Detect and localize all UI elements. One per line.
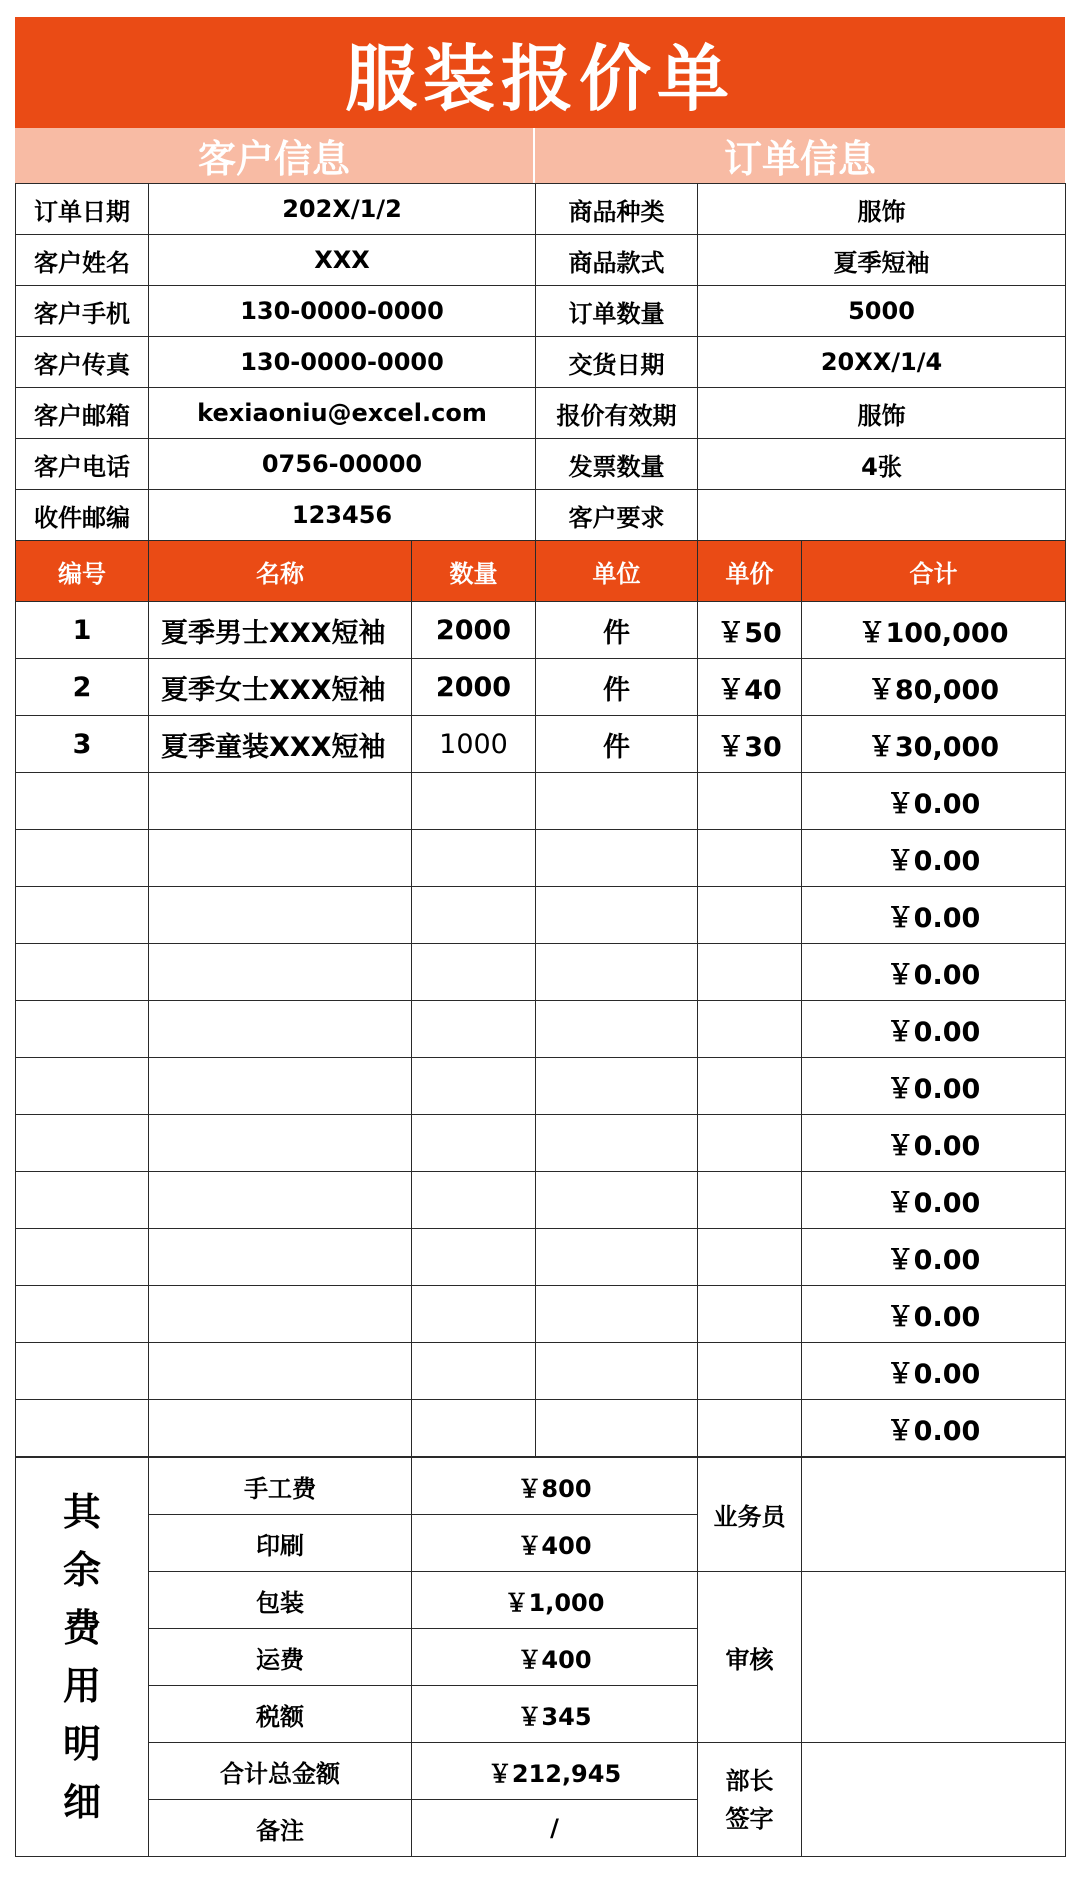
item-number <box>16 887 149 944</box>
item-quantity <box>412 1172 536 1229</box>
fee-label: 税额 <box>149 1686 412 1743</box>
info-row <box>16 439 1066 490</box>
info-label: 客户邮箱 <box>16 388 149 439</box>
item-unit-price <box>698 944 802 1001</box>
header-quantity: 数量 <box>412 541 536 602</box>
info-row <box>16 184 1066 235</box>
fee-value: ￥400 <box>412 1629 698 1686</box>
item-quantity <box>412 1115 536 1172</box>
item-total: ￥0.00 <box>802 944 1066 1001</box>
info-label: 报价有效期 <box>536 388 698 439</box>
item-quantity <box>412 1001 536 1058</box>
item-number <box>16 830 149 887</box>
item-unit: 件 <box>536 602 698 659</box>
item-number <box>16 1001 149 1058</box>
item-unit <box>536 1115 698 1172</box>
item-quantity <box>412 1229 536 1286</box>
item-row <box>16 773 1066 830</box>
item-total: ￥0.00 <box>802 1286 1066 1343</box>
grand-total-label: 合计总金额 <box>149 1743 412 1800</box>
header-total: 合计 <box>802 541 1066 602</box>
item-total: ￥0.00 <box>802 1001 1066 1058</box>
item-number <box>16 1286 149 1343</box>
info-row <box>16 388 1066 439</box>
item-unit <box>536 830 698 887</box>
item-unit-price: ￥50 <box>698 602 802 659</box>
item-unit-price <box>698 1001 802 1058</box>
item-total: ￥0.00 <box>802 1343 1066 1400</box>
extra-fees-vertical-label <box>16 1483 148 1831</box>
fee-label: 印刷 <box>149 1515 412 1572</box>
item-number: 3 <box>16 716 149 773</box>
info-label: 客户传真 <box>16 337 149 388</box>
item-number <box>16 1343 149 1400</box>
info-value: 130-0000-0000 <box>149 337 536 388</box>
info-value: 202X/1/2 <box>149 184 536 235</box>
item-unit-price <box>698 1229 802 1286</box>
item-name <box>149 773 412 830</box>
item-row <box>16 944 1066 1001</box>
item-quantity <box>412 1286 536 1343</box>
info-value: 夏季短袖 <box>698 235 1066 286</box>
item-name: 夏季男士XXX短袖 <box>149 602 412 659</box>
item-row <box>16 1001 1066 1058</box>
remark-value: / <box>412 1800 698 1857</box>
info-value: 服饰 <box>698 184 1066 235</box>
item-quantity <box>412 773 536 830</box>
info-label: 订单数量 <box>536 286 698 337</box>
customer-info-header: 客户信息 <box>15 128 535 183</box>
item-quantity <box>412 944 536 1001</box>
info-value <box>698 490 1066 541</box>
item-name <box>149 887 412 944</box>
fee-value: ￥400 <box>412 1515 698 1572</box>
item-total: ￥0.00 <box>802 1229 1066 1286</box>
item-unit-price: ￥30 <box>698 716 802 773</box>
item-quantity: 2000 <box>412 602 536 659</box>
item-unit-price <box>698 887 802 944</box>
items-header-row <box>16 541 1066 602</box>
vertical-label-char: 明 <box>62 1722 101 1766</box>
director-sign-text <box>698 1762 801 1838</box>
item-name <box>149 1400 412 1457</box>
item-total: ￥0.00 <box>802 830 1066 887</box>
item-name <box>149 1286 412 1343</box>
review-signature-cell[interactable] <box>802 1572 1066 1743</box>
item-row <box>16 830 1066 887</box>
item-total: ￥0.00 <box>802 887 1066 944</box>
item-row <box>16 1172 1066 1229</box>
item-quantity: 2000 <box>412 659 536 716</box>
info-label: 收件邮编 <box>16 490 149 541</box>
item-name <box>149 1343 412 1400</box>
item-total: ￥100,000 <box>802 602 1066 659</box>
info-row <box>16 286 1066 337</box>
fee-value: ￥1,000 <box>412 1572 698 1629</box>
header-name: 名称 <box>149 541 412 602</box>
item-name <box>149 1058 412 1115</box>
info-label: 交货日期 <box>536 337 698 388</box>
info-value: 130-0000-0000 <box>149 286 536 337</box>
salesperson-signature-cell[interactable] <box>802 1458 1066 1572</box>
item-number <box>16 1172 149 1229</box>
item-number <box>16 944 149 1001</box>
extra-row <box>16 1458 1066 1515</box>
info-label: 发票数量 <box>536 439 698 490</box>
info-row <box>16 235 1066 286</box>
item-name: 夏季女士XXX短袖 <box>149 659 412 716</box>
info-label: 客户手机 <box>16 286 149 337</box>
item-row <box>16 887 1066 944</box>
fee-label: 包装 <box>149 1572 412 1629</box>
vertical-label-char: 其 <box>62 1490 101 1534</box>
order-info-header: 订单信息 <box>723 137 876 181</box>
sign-label-line: 部长 <box>725 1766 774 1795</box>
remark-label: 备注 <box>149 1800 412 1857</box>
item-name <box>149 1001 412 1058</box>
info-label: 订单日期 <box>16 184 149 235</box>
item-quantity <box>412 830 536 887</box>
item-unit <box>536 1400 698 1457</box>
item-total: ￥0.00 <box>802 773 1066 830</box>
item-unit-price <box>698 830 802 887</box>
item-number <box>16 1058 149 1115</box>
fee-label: 手工费 <box>149 1458 412 1515</box>
item-row <box>16 1400 1066 1457</box>
quotation-sheet <box>15 17 1065 1857</box>
item-unit-price <box>698 1172 802 1229</box>
item-total: ￥80,000 <box>802 659 1066 716</box>
item-quantity: 1000 <box>412 716 536 773</box>
item-unit <box>536 1229 698 1286</box>
extra-row <box>16 1572 1066 1629</box>
item-quantity <box>412 1343 536 1400</box>
director-sign-label <box>698 1743 802 1857</box>
item-number <box>16 773 149 830</box>
item-total: ￥0.00 <box>802 1172 1066 1229</box>
item-unit: 件 <box>536 659 698 716</box>
item-quantity <box>412 1400 536 1457</box>
item-name <box>149 1115 412 1172</box>
item-number: 2 <box>16 659 149 716</box>
item-unit-price <box>698 773 802 830</box>
vertical-label-char: 费 <box>62 1606 101 1650</box>
info-value: 123456 <box>149 490 536 541</box>
item-name <box>149 944 412 1001</box>
info-label: 商品种类 <box>536 184 698 235</box>
items-table <box>15 541 1066 1457</box>
vertical-label-char: 用 <box>62 1664 101 1708</box>
vertical-label-char: 细 <box>62 1780 101 1824</box>
item-row <box>16 1229 1066 1286</box>
header-unit: 单位 <box>536 541 698 602</box>
item-unit-price <box>698 1286 802 1343</box>
salesperson-label: 业务员 <box>698 1458 802 1572</box>
item-unit <box>536 1058 698 1115</box>
item-number <box>16 1400 149 1457</box>
item-quantity <box>412 1058 536 1115</box>
item-unit <box>536 1172 698 1229</box>
item-unit <box>536 1286 698 1343</box>
header-number: 编号 <box>16 541 149 602</box>
document-title: 服装报价单 <box>15 17 1065 128</box>
grand-total-value: ￥212,945 <box>412 1743 698 1800</box>
item-name <box>149 1172 412 1229</box>
header-unit-price: 单价 <box>698 541 802 602</box>
info-value: 0756-00000 <box>149 439 536 490</box>
item-number: 1 <box>16 602 149 659</box>
item-row <box>16 602 1066 659</box>
item-row <box>16 659 1066 716</box>
item-unit-price <box>698 1400 802 1457</box>
info-row <box>16 490 1066 541</box>
item-row <box>16 1286 1066 1343</box>
extra-fees-table <box>15 1457 1066 1857</box>
director-signature-cell[interactable] <box>802 1743 1066 1857</box>
extra-row <box>16 1743 1066 1800</box>
item-number <box>16 1115 149 1172</box>
info-row <box>16 337 1066 388</box>
info-label: 客户电话 <box>16 439 149 490</box>
item-unit-price <box>698 1115 802 1172</box>
info-table <box>15 183 1066 541</box>
review-label: 审核 <box>698 1572 802 1743</box>
item-row <box>16 1115 1066 1172</box>
info-value: 20XX/1/4 <box>698 337 1066 388</box>
item-unit <box>536 1343 698 1400</box>
info-value: 服饰 <box>698 388 1066 439</box>
item-unit-price <box>698 1343 802 1400</box>
item-unit-price <box>698 1058 802 1115</box>
item-total: ￥30,000 <box>802 716 1066 773</box>
item-name: 夏季童装XXX短袖 <box>149 716 412 773</box>
section-headers <box>15 128 1065 183</box>
info-label: 商品款式 <box>536 235 698 286</box>
item-quantity <box>412 887 536 944</box>
sign-label-line: 签字 <box>725 1804 774 1833</box>
info-value: 5000 <box>698 286 1066 337</box>
item-name <box>149 830 412 887</box>
item-row <box>16 1343 1066 1400</box>
item-row <box>16 1058 1066 1115</box>
item-unit <box>536 773 698 830</box>
item-number <box>16 1229 149 1286</box>
item-total: ￥0.00 <box>802 1058 1066 1115</box>
info-value: 4张 <box>698 439 1066 490</box>
vertical-label-char: 余 <box>62 1548 101 1592</box>
item-unit <box>536 944 698 1001</box>
item-unit-price: ￥40 <box>698 659 802 716</box>
item-total: ￥0.00 <box>802 1400 1066 1457</box>
extra-fees-section-label <box>16 1458 149 1857</box>
item-unit <box>536 1001 698 1058</box>
item-row <box>16 716 1066 773</box>
item-total: ￥0.00 <box>802 1115 1066 1172</box>
info-label: 客户要求 <box>536 490 698 541</box>
info-value: kexiaoniu@excel.com <box>149 388 536 439</box>
fee-value: ￥345 <box>412 1686 698 1743</box>
info-value: XXX <box>149 235 536 286</box>
fee-label: 运费 <box>149 1629 412 1686</box>
item-unit <box>536 887 698 944</box>
fee-value: ￥800 <box>412 1458 698 1515</box>
item-name <box>149 1229 412 1286</box>
item-unit: 件 <box>536 716 698 773</box>
info-label: 客户姓名 <box>16 235 149 286</box>
